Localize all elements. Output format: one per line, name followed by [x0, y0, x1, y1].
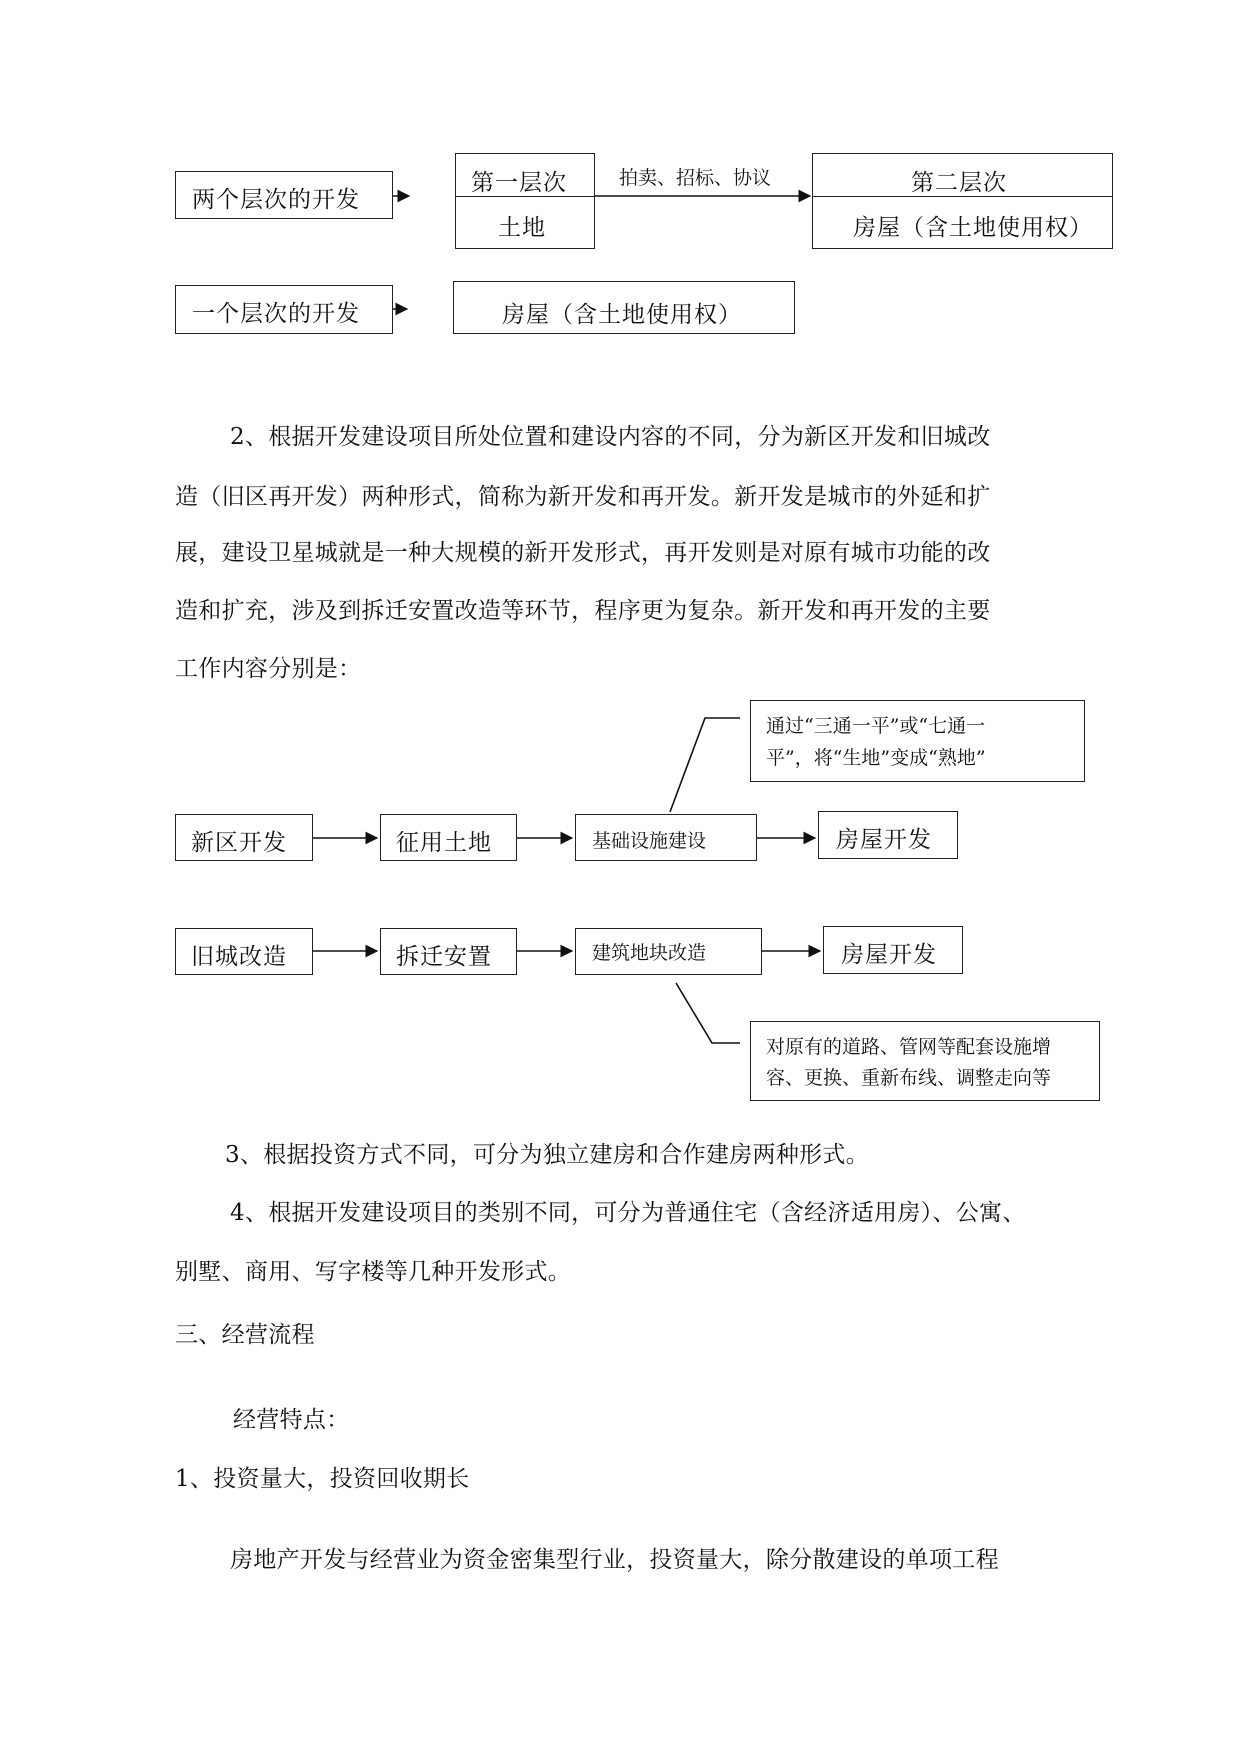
- land-requisition-box: [380, 814, 517, 861]
- para4-line-1: 4、根据开发建设项目的类别不同，可分为普通住宅（含经济适用房）、公寓、: [230, 1200, 1026, 1226]
- note-top-line-1: 通过“三通一平”或“七通一: [766, 715, 986, 737]
- one-level-result-box: [453, 281, 795, 334]
- note-bottom-line-1: 对原有的道路、管网等配套设施增: [766, 1036, 1052, 1058]
- two-level-box: [175, 171, 393, 219]
- two-level-label: 两个层次的开发: [192, 187, 360, 213]
- one-level-result: 房屋（含土地使用权）: [502, 302, 742, 328]
- one-level-box: [175, 285, 393, 334]
- plot-renovation-label: 建筑地块改造: [592, 942, 707, 964]
- level1-title: 第一层次: [471, 170, 567, 196]
- subheading: 经营特点：: [233, 1407, 350, 1433]
- old-city-label: 旧城改造: [191, 944, 287, 970]
- new-district-label: 新区开发: [191, 830, 287, 856]
- para2-line-5: 工作内容分别是：: [175, 656, 362, 682]
- old-city-box: [175, 928, 313, 975]
- level1-box: [455, 153, 595, 249]
- para4-line-2: 别墅、商用、写字楼等几种开发形式。: [175, 1259, 572, 1285]
- one-level-label: 一个层次的开发: [192, 301, 360, 327]
- note-bottom-line-2: 容、更换、重新布线、调整走向等: [766, 1067, 1052, 1089]
- relocation-box: [380, 928, 517, 975]
- housing-dev-label-1: 房屋开发: [836, 827, 932, 853]
- land-requisition-label: 征用土地: [396, 830, 492, 856]
- level2-divider: [813, 196, 1112, 197]
- note-top-box: [750, 700, 1085, 782]
- section-heading: 三、经营流程: [175, 1322, 315, 1348]
- section-body-line-1: 房地产开发与经营业为资金密集型行业，投资量大，除分散建设的单项工程: [230, 1547, 999, 1573]
- para2-line-1: 2、根据开发建设项目所处位置和建设内容的不同，分为新区开发和旧城改: [230, 424, 991, 450]
- level1-item: 土地: [498, 215, 546, 241]
- level2-item: 房屋（含土地使用权）: [853, 215, 1093, 241]
- para2-line-4: 造和扩充，涉及到拆迁安置改造等环节，程序更为复杂。新开发和再开发的主要: [175, 598, 991, 624]
- infrastructure-box: [575, 814, 757, 861]
- note-bottom-box: [750, 1021, 1100, 1101]
- new-district-box: [175, 814, 313, 861]
- level2-title: 第二层次: [911, 170, 1007, 196]
- para2-line-2: 造（旧区再开发）两种形式，简称为新开发和再开发。新开发是城市的外延和扩: [175, 484, 991, 510]
- housing-dev-box-1: [818, 811, 958, 859]
- level1-divider: [456, 196, 594, 197]
- point-1: 1、投资量大，投资回收期长: [175, 1466, 470, 1492]
- housing-dev-label-2: 房屋开发: [841, 942, 937, 968]
- edge-label: 拍卖、招标、协议: [619, 167, 772, 189]
- level2-box: [812, 153, 1113, 249]
- plot-renovation-box: [575, 928, 762, 975]
- note-top-line-2: 平”，将“生地”变成“熟地”: [766, 747, 986, 769]
- para3: 3、根据投资方式不同，可分为独立建房和合作建房两种形式。: [225, 1142, 870, 1168]
- infrastructure-label: 基础设施建设: [592, 830, 707, 852]
- para2-line-3: 展，建设卫星城就是一种大规模的新开发形式，再开发则是对原有城市功能的改: [175, 540, 991, 566]
- relocation-label: 拆迁安置: [396, 944, 492, 970]
- housing-dev-box-2: [823, 926, 963, 974]
